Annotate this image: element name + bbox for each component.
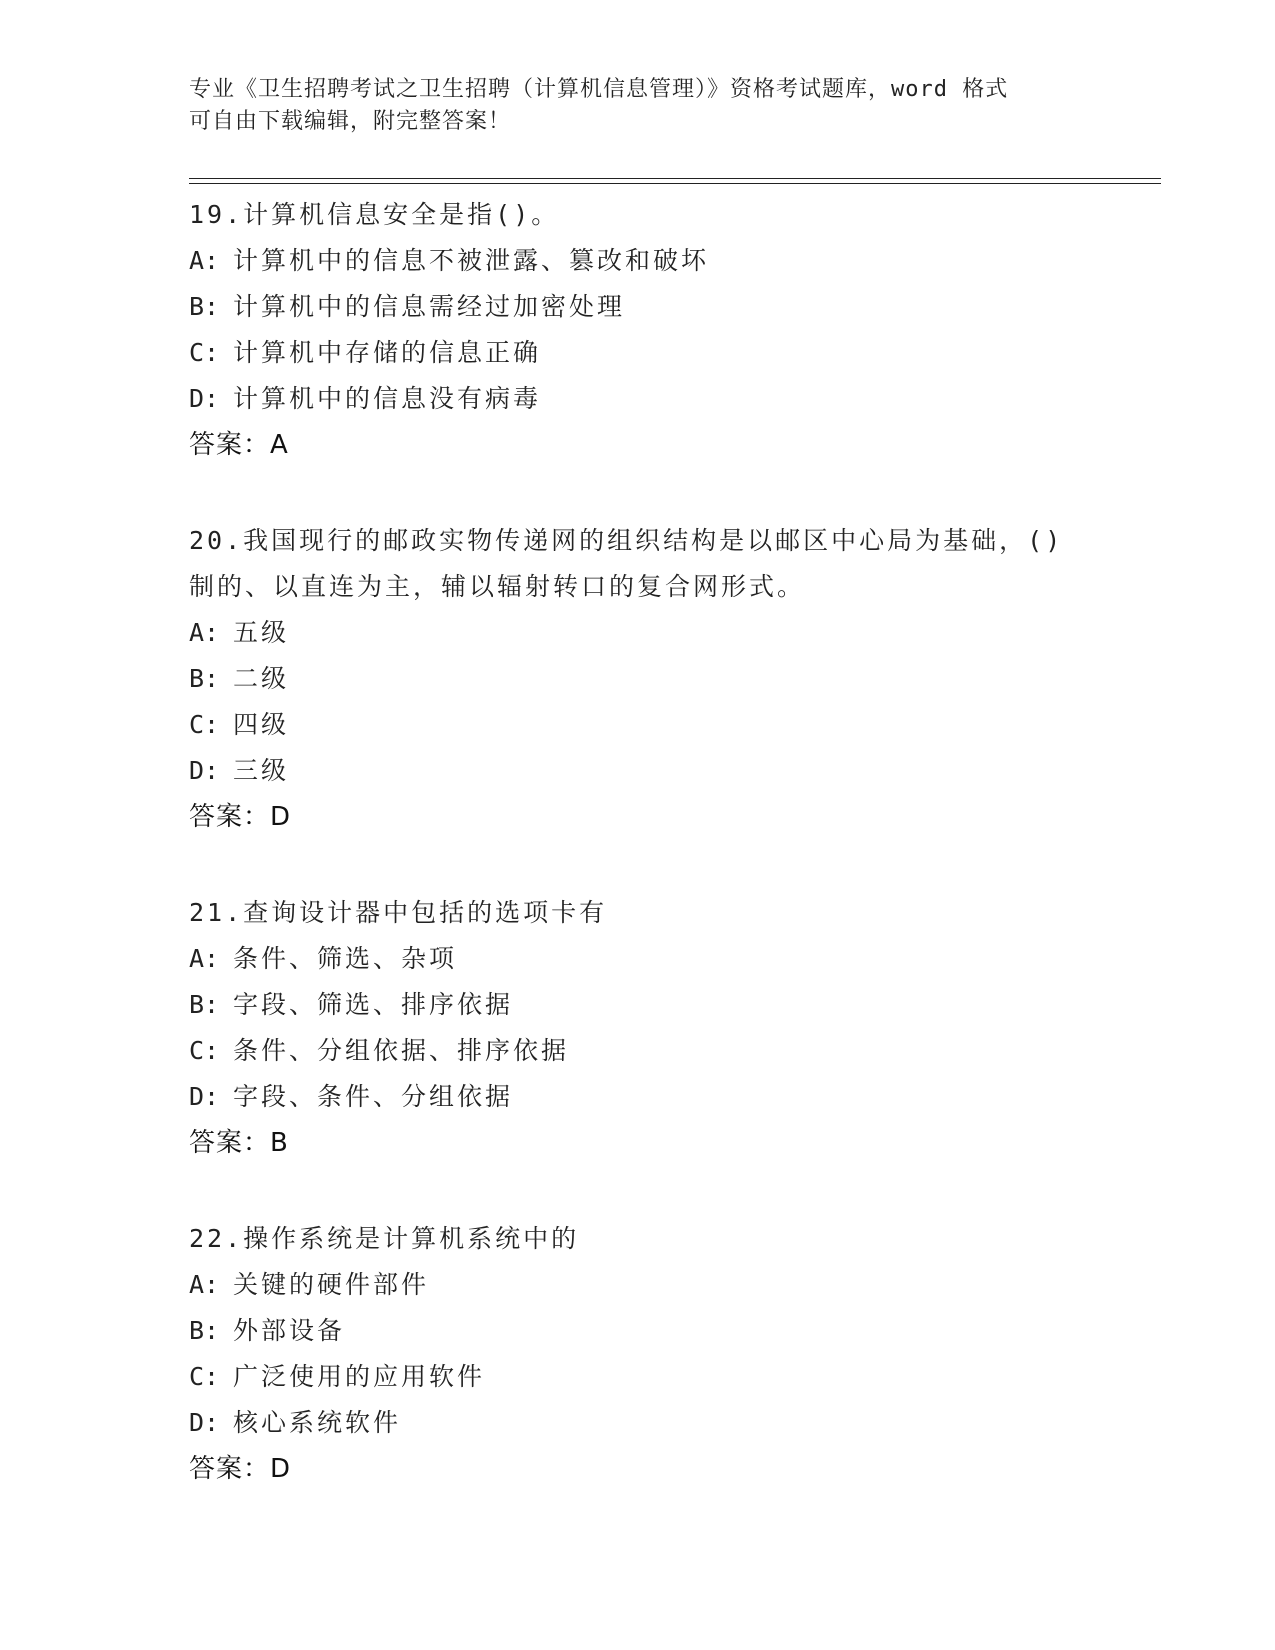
question-block — [189, 890, 1109, 1166]
option-text: 字段、筛选、排序依据 — [233, 990, 514, 1019]
question-block — [189, 192, 1109, 468]
answer-label: 答案： — [189, 1128, 271, 1158]
option-text: 三级 — [233, 756, 290, 785]
option-letter: C: — [189, 710, 220, 739]
question-text: 21.查询设计器中包括的选项卡有 — [189, 898, 608, 927]
answer-option — [189, 982, 1109, 1028]
option-letter: A: — [189, 1270, 220, 1299]
option-letter: D: — [189, 756, 220, 785]
option-text: 广泛使用的应用软件 — [233, 1362, 486, 1391]
option-letter: C: — [189, 1036, 220, 1065]
answer-line — [189, 422, 1109, 468]
answer-option — [189, 1400, 1109, 1446]
question-block — [189, 518, 1109, 840]
option-letter: A: — [189, 618, 220, 647]
option-letter: D: — [189, 1408, 220, 1437]
header-divider-bottom — [189, 183, 1161, 184]
option-text: 条件、分组依据、排序依据 — [233, 1036, 570, 1065]
answer-option — [189, 936, 1109, 982]
answer-option — [189, 1074, 1109, 1120]
answer-label: 答案： — [189, 1454, 271, 1484]
answer-option — [189, 656, 1109, 702]
answer-option — [189, 1308, 1109, 1354]
option-letter: B: — [189, 664, 220, 693]
question-text: 22.操作系统是计算机系统中的 — [189, 1224, 580, 1253]
option-text: 核心系统软件 — [233, 1408, 402, 1437]
option-text: 条件、筛选、杂项 — [233, 944, 458, 973]
question-text: 制的、以直连为主，辅以辐射转口的复合网形式。 — [189, 572, 806, 601]
option-letter: A: — [189, 246, 220, 275]
answer-value: D — [270, 1454, 291, 1484]
question-list — [189, 192, 1109, 1542]
option-letter: A: — [189, 944, 220, 973]
answer-option — [189, 284, 1109, 330]
answer-value: B — [270, 1128, 288, 1158]
answer-label: 答案： — [189, 802, 271, 832]
answer-option — [189, 1028, 1109, 1074]
answer-option — [189, 702, 1109, 748]
option-letter: B: — [189, 1316, 220, 1345]
option-text: 字段、条件、分组依据 — [233, 1082, 514, 1111]
option-letter: D: — [189, 384, 220, 413]
option-text: 关键的硬件部件 — [233, 1270, 430, 1299]
answer-option — [189, 330, 1109, 376]
option-text: 四级 — [233, 710, 290, 739]
document-header — [189, 74, 1089, 138]
option-text: 二级 — [233, 664, 290, 693]
answer-value: D — [270, 802, 291, 832]
answer-option — [189, 1354, 1109, 1400]
option-text: 计算机中的信息不被泄露、篡改和破坏 — [233, 246, 710, 275]
answer-option — [189, 376, 1109, 422]
option-text: 计算机中的信息需经过加密处理 — [233, 292, 626, 321]
option-text: 外部设备 — [233, 1316, 346, 1345]
option-letter: B: — [189, 990, 220, 1019]
answer-value: A — [270, 430, 288, 460]
option-letter: C: — [189, 1362, 220, 1391]
option-text: 计算机中的信息没有病毒 — [233, 384, 542, 413]
question-text: 20.我国现行的邮政实物传递网的组织结构是以邮区中心局为基础，() — [189, 526, 1064, 555]
option-letter: D: — [189, 1082, 220, 1111]
header-line-1: 专业《卫生招聘考试之卫生招聘（计算机信息管理）》资格考试题库，word 格式 — [189, 77, 1009, 102]
answer-line — [189, 1120, 1109, 1166]
answer-line — [189, 794, 1109, 840]
option-letter: B: — [189, 292, 220, 321]
answer-option — [189, 748, 1109, 794]
header-divider-top — [189, 178, 1161, 179]
option-text: 计算机中存储的信息正确 — [233, 338, 542, 367]
question-block — [189, 1216, 1109, 1492]
header-line-2: 可自由下载编辑，附完整答案！ — [189, 109, 512, 134]
question-text: 19.计算机信息安全是指()。 — [189, 200, 560, 229]
answer-line — [189, 1446, 1109, 1492]
answer-option — [189, 238, 1109, 284]
answer-option — [189, 1262, 1109, 1308]
answer-label: 答案： — [189, 430, 271, 460]
option-letter: C: — [189, 338, 220, 367]
option-text: 五级 — [233, 618, 290, 647]
answer-option — [189, 610, 1109, 656]
